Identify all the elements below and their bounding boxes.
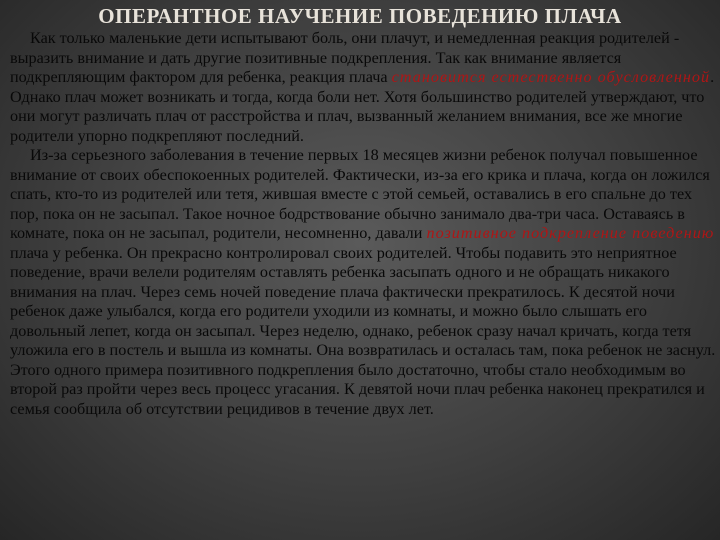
paragraph-1 [10,29,716,146]
slide-body [10,29,716,419]
slide-title: ОПЕРАНТНОЕ НАУЧЕНИЕ ПОВЕДЕНИЮ ПЛАЧА [98,4,622,28]
paragraph-1-part-1: Как только маленькие дети испытывают боль, они плачут, и немедленная реакция родителей - выразить внимание и дать другие позитивные подкрепления. Так как внимание является подкрепляющим фактором для ребенка, реакция плача [10,29,680,86]
paragraph-2 [10,146,716,419]
paragraph-2-part-3: плача у ребенка. Он прекрасно контролировал своих родителей. Чтобы подавить это неприятное поведение, врачи велели родителям оставлять ребенка засыпать одного и не обращать никакого внимания на плач. Через семь ночей поведение плача фактически прекратилось. К десятой ночи ребенок даже улыбался, когда его родители уходили из комнаты, и можно было слышать его довольный лепет, когда он засыпал. Через неделю, однако, ребенок сразу начал кричать, когда тетя уложила его в постель и вышла из комнаты. Она возвратилась и осталась там, пока ребенок не заснул. Этого одного примера позитивного подкрепления было достаточно, чтобы стало необходимым во второй раз пройти через весь процесс угасания. К девятой ночи плач ребенка наконец прекратился и семья сообщила об отсутствии рецидивов в течение двух лет. [10,243,716,418]
paragraph-2-part-1: Из-за серьезного заболевания в течение первых 18 месяцев жизни ребенок получал повышенное внимание от своих обеспокоенных родителей. Фактически, из-за его крика и плача, когда он ложился спать, кто-то из родителей или тетя, жившая вместе с этой семьей, оставались в его спальне до тех пор, пока он не засыпал. Такое ночное бодрствование обычно занимало два-три часа. Оставаясь в комнате, пока он не засыпал, родители, несомненно, давали [10,146,710,242]
highlight-term-1: становится естественно обусловленной [391,68,711,86]
highlight-term-2: позитивное подкрепление поведению [426,224,715,242]
paragraph-1-part-3: . Однако плач может возникать и тогда, когда боли нет. Хотя большинство родителей утверждают, что они могут различать плач от расстройства и плач, вызванный желанием внимания, все же многие родители упорно подкрепляют последний. [10,68,715,145]
